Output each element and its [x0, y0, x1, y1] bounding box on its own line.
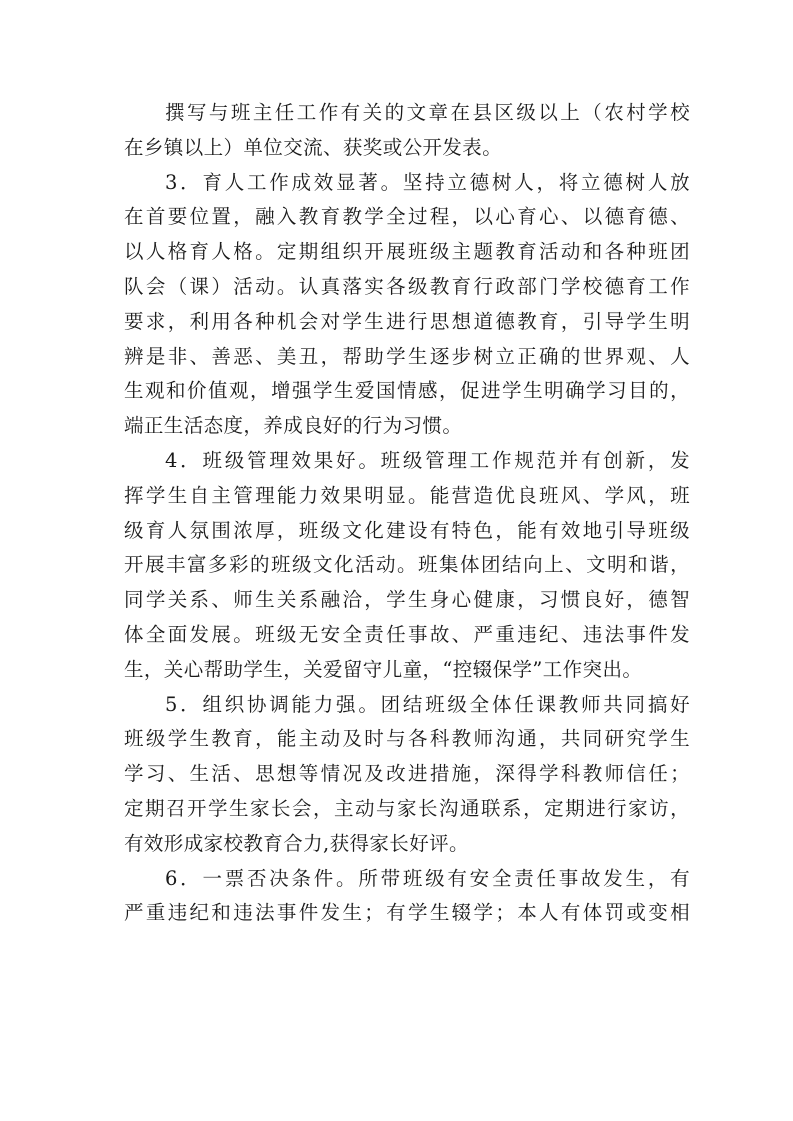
text-line: 要求，利用各种机会对学生进行思想道德教育，引导学生明 [124, 309, 690, 333]
text-line: 队会（课）活动。认真落实各级教育行政部门学校德育工作 [124, 274, 690, 298]
text-line: 定期召开学生家长会，主动与家长沟通联系，定期进行家访， [124, 796, 690, 820]
text-line: 4．班级管理效果好。班级管理工作规范并有创新，发 [165, 448, 690, 472]
document-body [124, 96, 690, 931]
text-line: 以人格育人格。定期组织开展班级主题教育活动和各种班团 [124, 240, 690, 264]
text-line: 生观和价值观，增强学生爱国情感，促进学生明确学习目的， [124, 379, 690, 403]
text-line: 班级学生教育，能主动及时与各科教师沟通，共同研究学生 [124, 727, 690, 751]
text-line: 挥学生自主管理能力效果明显。能营造优良班风、学风，班 [124, 483, 690, 507]
text-line: 开展丰富多彩的班级文化活动。班集体团结向上、文明和谐， [124, 553, 690, 577]
text-line: 在乡镇以上）单位交流、获奖或公开发表。 [124, 135, 503, 159]
text-line: 级育人氛围浓厚，班级文化建设有特色，能有效地引导班级 [124, 518, 690, 542]
text-line: 撰写与班主任工作有关的文章在县区级以上（农村学校 [165, 101, 690, 124]
text-line: 辨是非、善恶、美丑，帮助学生逐步树立正确的世界观、人 [124, 344, 690, 368]
text-line: 同学关系、师生关系融洽，学生身心健康，习惯良好，德智 [124, 588, 690, 612]
text-line: 端正生活态度，养成良好的行为习惯。 [124, 414, 463, 438]
text-line: 6．一票否决条件。所带班级有安全责任事故发生，有 [165, 866, 690, 890]
text-line: 体全面发展。班级无安全责任事故、严重违纪、违法事件发 [124, 622, 690, 646]
text-line: 学习、生活、思想等情况及改进措施，深得学科教师信任； [124, 762, 690, 786]
text-line: 5．组织协调能力强。团结班级全体任课教师共同搞好 [165, 692, 690, 716]
text-line: 有效形成家校教育合力,获得家长好评。 [124, 831, 469, 855]
text-line: 生，关心帮助学生，关爱留守儿童，“控辍保学”工作突出。 [124, 657, 643, 681]
text-line: 严重违纪和违法事件发生；有学生辍学；本人有体罚或变相 [124, 901, 690, 925]
text-line: 3．育人工作成效显著。坚持立德树人，将立德树人放 [165, 170, 690, 194]
text-line: 在首要位置，融入教育教学全过程，以心育心、以德育德、 [124, 205, 690, 229]
